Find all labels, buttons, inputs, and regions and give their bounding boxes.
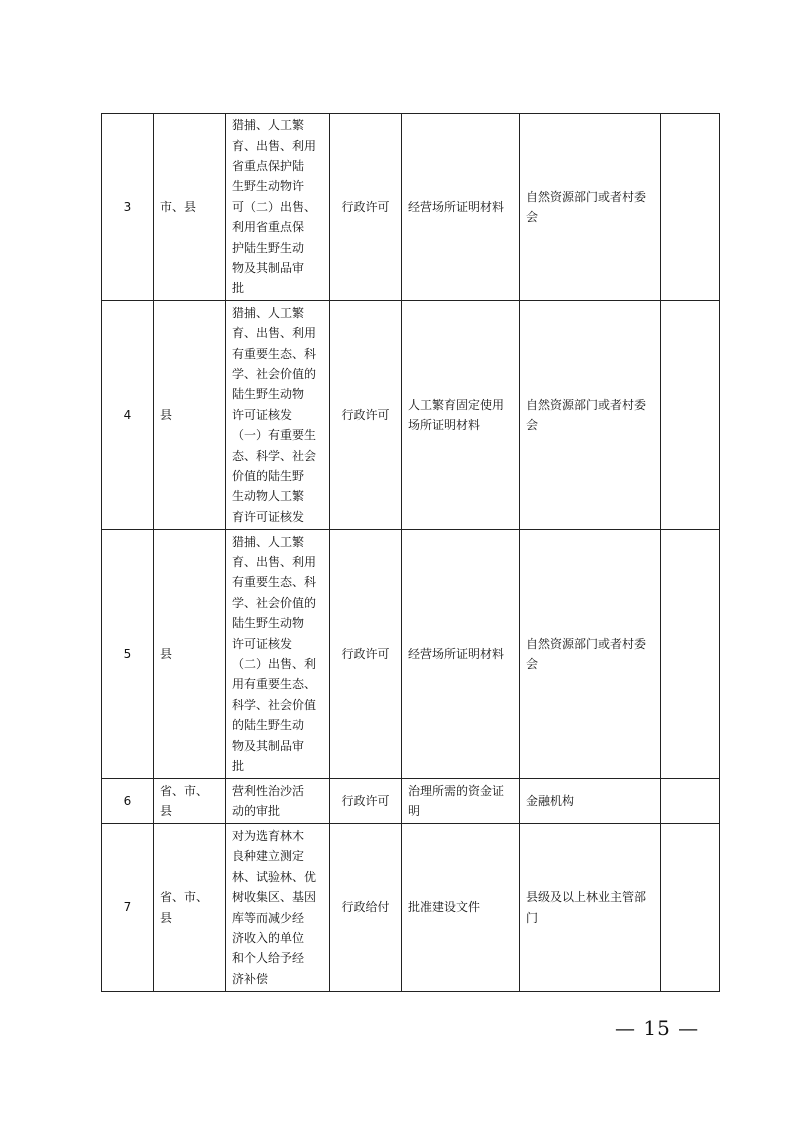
page-number: — 15 — (615, 1016, 700, 1040)
item-type: 行政许可 (330, 114, 402, 301)
remark (661, 114, 720, 301)
material-name: 治理所需的资金证明 (402, 779, 520, 824)
row-number: 5 (102, 530, 154, 779)
implementing-level: 市、县 (154, 114, 226, 301)
material-name: 人工繁育固定使用场所证明材料 (402, 301, 520, 530)
table-row (102, 779, 720, 824)
table-row (102, 114, 720, 301)
item-type: 行政许可 (330, 530, 402, 779)
implementing-level: 县 (154, 301, 226, 530)
material-name: 批准建设文件 (402, 824, 520, 992)
item-name: 猎捕、人工繁 育、出售、利用 有重要生态、科 学、社会价值的 陆生野生动物 许可证核发 （二）出售、利 用有重要生态、 科学、社会价值 的陆生野生动 物及其制品审 批 (226, 530, 330, 779)
row-number: 6 (102, 779, 154, 824)
document-table (101, 113, 720, 992)
item-name: 对为选育林木 良种建立测定 林、试验林、优 树收集区、基因 库等而减少经 济收入的单位 和个人给予经 济补偿 (226, 824, 330, 992)
row-number: 4 (102, 301, 154, 530)
remark (661, 779, 720, 824)
table-row (102, 824, 720, 992)
material-source: 金融机构 (520, 779, 661, 824)
material-name: 经营场所证明材料 (402, 114, 520, 301)
remark (661, 530, 720, 779)
remark (661, 824, 720, 992)
implementing-level: 县 (154, 530, 226, 779)
material-source: 自然资源部门或者村委会 (520, 530, 661, 779)
material-source: 自然资源部门或者村委会 (520, 301, 661, 530)
row-number: 3 (102, 114, 154, 301)
implementing-level: 省、市、县 (154, 824, 226, 992)
row-number: 7 (102, 824, 154, 992)
item-type: 行政许可 (330, 301, 402, 530)
table-row (102, 530, 720, 779)
item-type: 行政许可 (330, 779, 402, 824)
remark (661, 301, 720, 530)
item-name: 猎捕、人工繁 育、出售、利用 省重点保护陆 生野生动物许 可（二）出售、 利用省重点保 护陆生野生动 物及其制品审 批 (226, 114, 330, 301)
material-source: 县级及以上林业主管部门 (520, 824, 661, 992)
implementing-level: 省、市、县 (154, 779, 226, 824)
table-row (102, 301, 720, 530)
material-source: 自然资源部门或者村委会 (520, 114, 661, 301)
item-name: 猎捕、人工繁 育、出售、利用 有重要生态、科 学、社会价值的 陆生野生动物 许可证核发 （一）有重要生 态、科学、社会 价值的陆生野 生动物人工繁 育许可证核发 (226, 301, 330, 530)
item-type: 行政给付 (330, 824, 402, 992)
material-name: 经营场所证明材料 (402, 530, 520, 779)
item-name: 营利性治沙活 动的审批 (226, 779, 330, 824)
